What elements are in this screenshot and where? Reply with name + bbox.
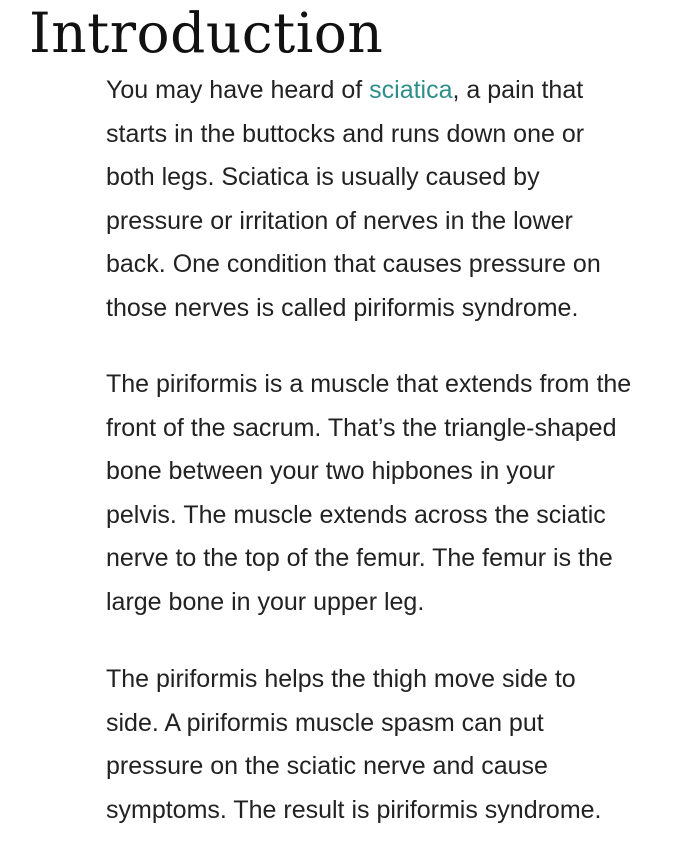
paragraph-sciatica-intro [106, 69, 680, 330]
paragraph-text-after-link: , a pain that starts in the buttocks and runs down one or both legs. Sciatica is usually caused by pressure or irritation of nerves in the lower back. One condition that causes pressure on those nerves is called piriformis syndrome. [106, 76, 601, 322]
sciatica-link[interactable]: sciatica [369, 76, 453, 104]
paragraph-piriformis-syndrome: The piriformis helps the thigh move side to side. A piriformis muscle spasm can put pressure on the sciatic nerve and cause symptoms. The result is piriformis syndrome. [106, 665, 602, 824]
section-heading: Introduction [29, 1, 384, 65]
paragraph-text-before-link: You may have heard of [106, 76, 370, 104]
paragraph-piriformis-anatomy: The piriformis is a muscle that extends from the front of the sacrum. That’s the triangle-shaped bone between your two hipbones in your pelvis. The muscle extends across the sciatic nerve to the top of the femur. The femur is the large bone in your upper leg. [106, 370, 632, 616]
